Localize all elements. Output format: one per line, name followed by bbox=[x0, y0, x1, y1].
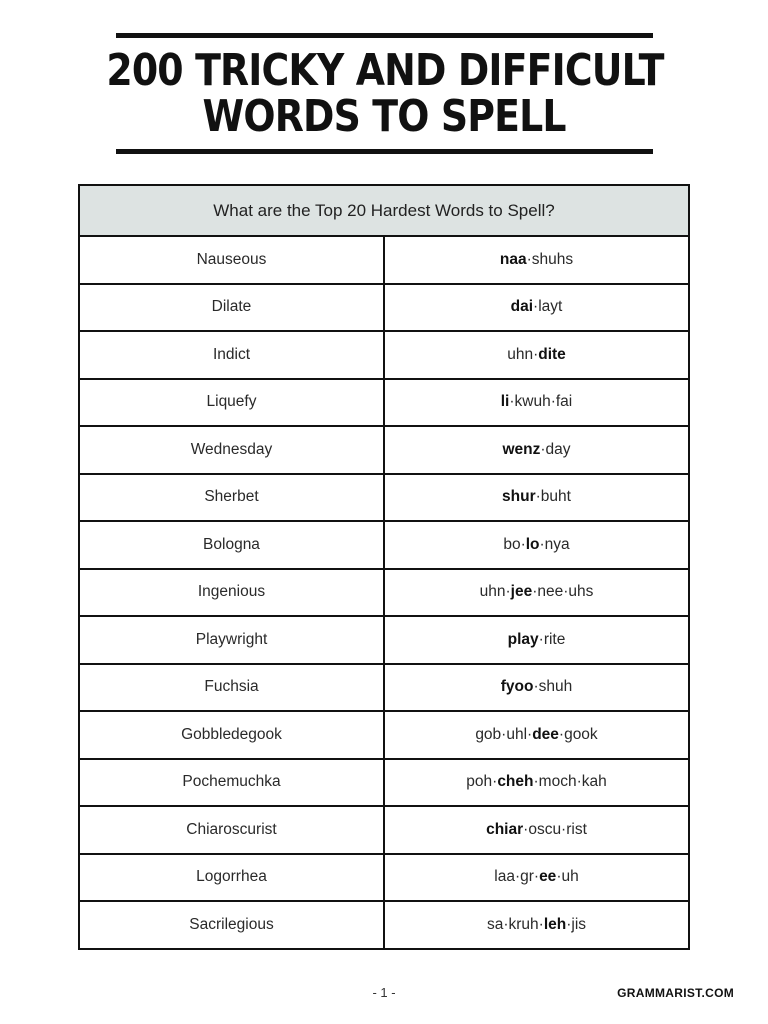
pronunciation-part: bo· bbox=[503, 535, 526, 553]
stressed-syllable: jee bbox=[510, 583, 533, 601]
word-cell: Dilate bbox=[79, 284, 384, 332]
word-cell: Fuchsia bbox=[79, 664, 384, 712]
brand-label: GRAMMARIST.COM bbox=[617, 986, 734, 1000]
pronunciation-cell bbox=[384, 474, 689, 522]
word-cell: Indict bbox=[79, 331, 384, 379]
stressed-syllable: shur bbox=[502, 488, 536, 506]
pronunciation-cell bbox=[384, 284, 689, 332]
pronunciation-cell bbox=[384, 901, 689, 949]
pronunciation-part: ·jis bbox=[566, 915, 587, 933]
pronunciation-part: ·shuh bbox=[533, 678, 573, 696]
stressed-syllable: li bbox=[500, 393, 510, 411]
page-number: - 1 - bbox=[372, 985, 396, 1000]
table-row bbox=[79, 426, 689, 474]
stressed-syllable: fyoo bbox=[500, 678, 534, 696]
word-cell: Pochemuchka bbox=[79, 759, 384, 807]
table-row bbox=[79, 474, 689, 522]
stressed-syllable: naa bbox=[499, 250, 527, 268]
pronunciation-cell bbox=[384, 236, 689, 284]
table-row bbox=[79, 901, 689, 949]
pronunciation-cell bbox=[384, 426, 689, 474]
pronunciation-cell bbox=[384, 569, 689, 617]
pronunciation-part: ·kwuh·fai bbox=[509, 393, 573, 411]
pronunciation-part: uhn· bbox=[479, 583, 511, 601]
word-cell: Ingenious bbox=[79, 569, 384, 617]
page-title bbox=[105, 33, 664, 154]
pronunciation-part: ·oscu·rist bbox=[523, 820, 587, 838]
title-line-1: 200 TRICKY AND DIFFICULT bbox=[105, 44, 664, 96]
pronunciation-cell bbox=[384, 759, 689, 807]
word-cell: Bologna bbox=[79, 521, 384, 569]
pronunciation-cell bbox=[384, 854, 689, 902]
pronunciation-cell bbox=[384, 664, 689, 712]
pronunciation-part: ·rite bbox=[538, 630, 566, 648]
stressed-syllable: ee bbox=[539, 868, 557, 886]
table-row bbox=[79, 284, 689, 332]
pronunciation-part: ·gook bbox=[558, 725, 598, 743]
table-row bbox=[79, 854, 689, 902]
table-row bbox=[79, 569, 689, 617]
word-cell: Playwright bbox=[79, 616, 384, 664]
stressed-syllable: leh bbox=[543, 915, 567, 933]
pronunciation-cell bbox=[384, 616, 689, 664]
pronunciation-part: uhn· bbox=[507, 345, 539, 363]
table-row bbox=[79, 521, 689, 569]
word-cell: Chiaroscurist bbox=[79, 806, 384, 854]
table-row bbox=[79, 806, 689, 854]
stressed-syllable: cheh bbox=[497, 773, 534, 791]
pronunciation-cell bbox=[384, 331, 689, 379]
table-body bbox=[79, 236, 689, 949]
pronunciation-part: ·buht bbox=[535, 488, 571, 506]
pronunciation-part: ·nya bbox=[539, 535, 570, 553]
stressed-syllable: chiar bbox=[486, 820, 524, 838]
pronunciation-cell bbox=[384, 711, 689, 759]
table-row bbox=[79, 379, 689, 427]
word-cell: Nauseous bbox=[79, 236, 384, 284]
pronunciation-part: ·day bbox=[540, 440, 571, 458]
table-header: What are the Top 20 Hardest Words to Spell? bbox=[79, 185, 689, 236]
pronunciation-part: sa·kruh· bbox=[486, 915, 544, 933]
pronunciation-part: ·layt bbox=[533, 298, 563, 316]
table-row bbox=[79, 236, 689, 284]
pronunciation-cell bbox=[384, 806, 689, 854]
word-cell: Sacrilegious bbox=[79, 901, 384, 949]
pronunciation-part: ·uh bbox=[556, 868, 579, 886]
stressed-syllable: dai bbox=[510, 298, 534, 316]
stressed-syllable: wenz bbox=[502, 440, 541, 458]
pronunciation-cell bbox=[384, 521, 689, 569]
word-cell: Liquefy bbox=[79, 379, 384, 427]
word-cell: Sherbet bbox=[79, 474, 384, 522]
table-row bbox=[79, 616, 689, 664]
stressed-syllable: dite bbox=[538, 345, 566, 363]
table-row bbox=[79, 711, 689, 759]
pronunciation-part: ·nee·uhs bbox=[532, 583, 594, 601]
title-line-2: WORDS TO SPELL bbox=[202, 90, 567, 142]
words-table bbox=[78, 184, 690, 950]
table-header-row bbox=[79, 185, 689, 236]
pronunciation-part: laa·gr· bbox=[494, 868, 540, 886]
pronunciation-part: poh· bbox=[466, 773, 498, 791]
word-cell: Logorrhea bbox=[79, 854, 384, 902]
word-cell: Gobbledegook bbox=[79, 711, 384, 759]
stressed-syllable: lo bbox=[525, 535, 540, 553]
table-row bbox=[79, 759, 689, 807]
pronunciation-part: ·shuhs bbox=[526, 250, 574, 268]
stressed-syllable: dee bbox=[532, 725, 559, 743]
table-row bbox=[79, 664, 689, 712]
table-row bbox=[79, 331, 689, 379]
stressed-syllable: play bbox=[507, 630, 539, 648]
pronunciation-cell bbox=[384, 379, 689, 427]
word-cell: Wednesday bbox=[79, 426, 384, 474]
pronunciation-part: gob·uhl· bbox=[475, 725, 533, 743]
pronunciation-part: ·moch·kah bbox=[533, 773, 607, 791]
